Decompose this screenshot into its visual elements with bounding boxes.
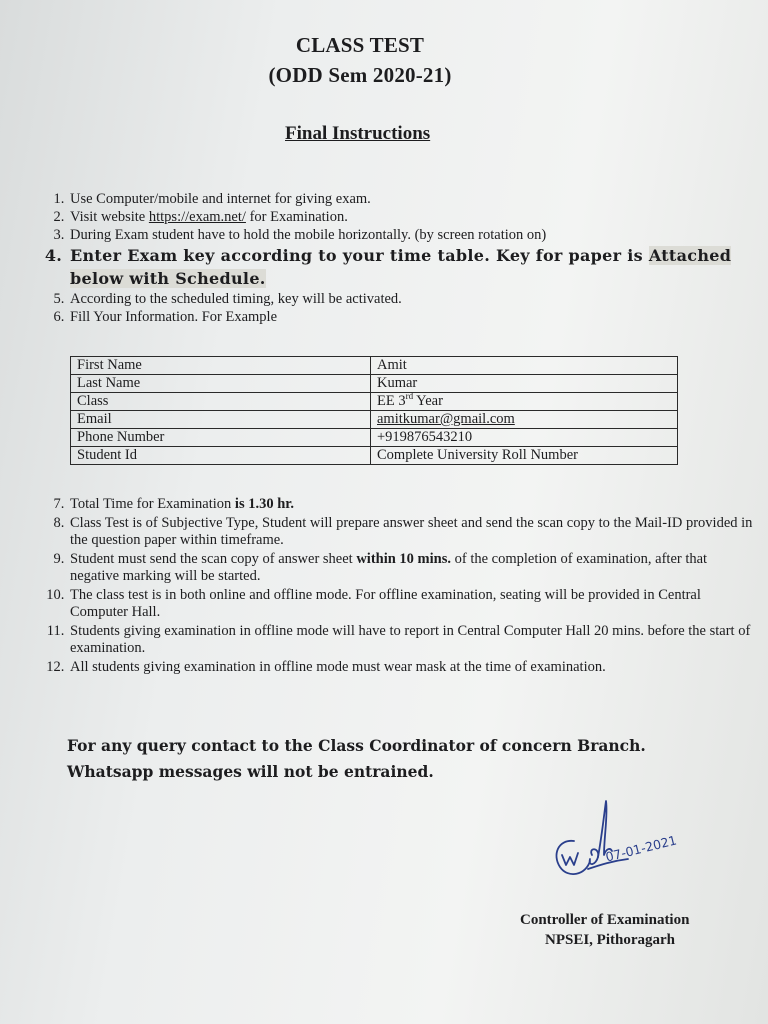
- bold-text: within 10 mins.: [356, 551, 451, 567]
- field-name: Email: [71, 411, 371, 429]
- query-line-2: Whatsapp messages will not be entrained.: [67, 762, 434, 781]
- example-info-table: [70, 356, 678, 465]
- field-name: Last Name: [71, 375, 371, 393]
- email-link[interactable]: amitkumar@gmail.com: [377, 411, 515, 427]
- field-name: Student Id: [71, 447, 371, 465]
- query-line-1: For any query contact to the Class Coordinator of concern Branch.: [67, 736, 646, 755]
- website-link[interactable]: https://exam.net/: [148, 209, 246, 225]
- signature-stroke: [590, 849, 599, 864]
- instruction-item-1: 1. Use Computer/mobile and internet for giving exam.: [68, 190, 748, 208]
- instruction-text: Total Time for Examination: [70, 496, 235, 512]
- table-row: [71, 393, 678, 411]
- field-name: First Name: [71, 357, 371, 375]
- signatory-block: [520, 910, 720, 950]
- signature-stroke: [556, 841, 590, 874]
- field-value: +919876543210: [371, 429, 678, 447]
- instruction-item-7: [68, 496, 758, 513]
- instruction-item-3: 3. During Exam student have to hold the mobile horizontally. (by screen rotation on): [68, 226, 748, 244]
- instruction-item-6: 6. Fill Your Information. For Example: [68, 308, 748, 326]
- table-row: [71, 411, 678, 429]
- instruction-item-4: [68, 244, 748, 290]
- signature-date: 07-01-2021: [604, 832, 679, 865]
- field-value: Kumar: [371, 375, 678, 393]
- class-ordinal: rd: [405, 391, 414, 402]
- bold-text: .: [290, 496, 295, 512]
- instruction-text: Enter Exam key according to your time table. Key for paper is: [70, 246, 649, 265]
- field-name: Class: [71, 393, 371, 411]
- instruction-text: for Examination.: [245, 209, 348, 225]
- class-value: EE 3: [377, 393, 406, 409]
- instruction-item-5: 5. According to the scheduled timing, key will be activated.: [68, 290, 748, 308]
- table-row: [71, 429, 678, 447]
- instruction-item-10: 10. The class test is in both online and offline mode. For offline examination, seating will be provided in Central Computer Hall.: [68, 587, 758, 621]
- instruction-item-8: 8. Class Test is of Subjective Type, Student will prepare answer sheet and send the scan copy to the Mail-ID provided in the question paper within timeframe.: [68, 515, 758, 549]
- instruction-text: Student must send the scan copy of answer sheet: [70, 551, 357, 567]
- query-note: [67, 733, 707, 785]
- section-heading: Final Instructions: [285, 123, 431, 144]
- highlighted-text: below with Schedule.: [70, 269, 266, 288]
- instruction-text: of the completion of examination, after that negative marking will be started.: [70, 551, 708, 584]
- signature-stroke: [562, 853, 578, 865]
- table-row: [71, 357, 678, 375]
- field-value: [371, 411, 678, 429]
- field-value: Amit: [371, 357, 678, 375]
- document-session: (ODD Sem 2020-21): [268, 63, 452, 87]
- class-value-suffix: Year: [413, 393, 443, 409]
- instructions-list-1: [40, 190, 748, 326]
- signatory-designation: Controller of Examination: [520, 912, 690, 928]
- document-title: CLASS TEST: [295, 33, 425, 57]
- field-value: Complete University Roll Number: [371, 447, 678, 465]
- instruction-text: Visit website: [70, 209, 149, 225]
- table-row: [71, 447, 678, 465]
- table-row: [71, 375, 678, 393]
- bold-text: is 1.30 hr: [234, 496, 291, 512]
- instruction-item-9: [68, 551, 758, 585]
- instruction-item-11: 11. Students giving examination in offline mode will have to report in Central Computer Hall 20 mins. before the start of examination.: [68, 623, 758, 657]
- field-name: Phone Number: [71, 429, 371, 447]
- signatory-institution: NPSEI, Pithoragarh: [545, 932, 676, 948]
- highlighted-text: Attached: [648, 246, 732, 265]
- instructions-list-2: [40, 496, 758, 678]
- instruction-item-2: [68, 208, 748, 226]
- field-value: [371, 393, 678, 411]
- instruction-item-12: 12. All students giving examination in offline mode must wear mask at the time of examination.: [68, 659, 758, 676]
